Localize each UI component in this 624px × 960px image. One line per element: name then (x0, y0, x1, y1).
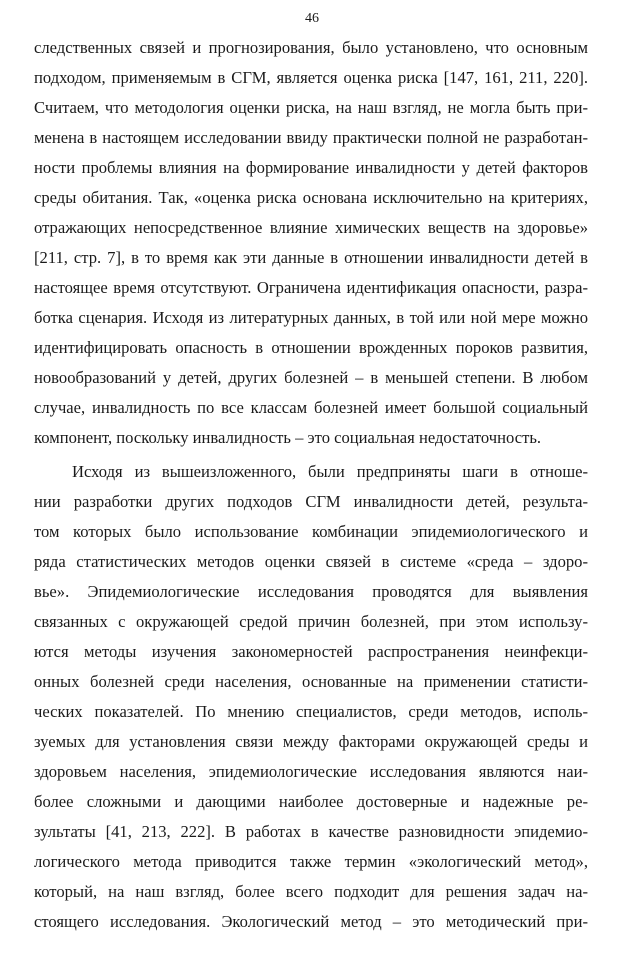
text-line: логического метода приводится также термин «экологический метод», (34, 852, 588, 871)
text-line: который, на наш взгляд, более всего подходит для решения задач на- (34, 882, 588, 901)
text-line: среды обитания. Так, «оценка риска основана исключительно на критериях, (34, 188, 588, 207)
text-line: онных болезней среди населения, основанные на применении статисти- (34, 672, 588, 691)
text-line: идентифицировать опасность в отношении врожденных пороков развития, (34, 338, 588, 357)
text-line: ности проблемы влияния на формирование инвалидности у детей факторов (34, 158, 588, 177)
text-line: зультаты [41, 213, 222]. В работах в качестве разновидности эпидемио- (34, 822, 588, 841)
text-line: стоящего исследования. Экологический метод – это методический при- (34, 912, 588, 931)
text-line: вье». Эпидемиологические исследования проводятся для выявления (34, 582, 588, 601)
text-line: ряда статистических методов оценки связей в системе «среда – здоро- (34, 552, 588, 571)
text-line: новообразований у детей, других болезней – в меньшей степени. В любом (34, 368, 588, 387)
text-line: том которых было использование комбинации эпидемиологического и (34, 522, 588, 541)
text-line: здоровьем населения, эпидемиологические исследования являются наи- (34, 762, 588, 781)
text-line: отражающих непосредственное влияние химических веществ на здоровье» (34, 218, 588, 237)
text-line: нии разработки других подходов СГМ инвалидности детей, результа- (34, 492, 588, 511)
text-line: более сложными и дающими наиболее достоверные и надежные ре- (34, 792, 588, 811)
text-line: подходом, применяемым в СГМ, является оценка риска [147, 161, 211, 220]. (34, 68, 588, 87)
text-line: настоящее время отсутствуют. Ограничена идентификация опасности, разра- (34, 278, 588, 297)
page-number: 46 (305, 11, 319, 26)
text-line: ются методы изучения закономерностей распространения неинфекци- (34, 642, 588, 661)
text-line: связанных с окружающей средой причин болезней, при этом использу- (34, 612, 588, 631)
text-line: следственных связей и прогнозирования, было установлено, что основным (34, 38, 588, 57)
text-line: случае, инвалидность по все классам болезней имеет большой социальный (34, 398, 588, 417)
text-line: ботка сценария. Исходя из литературных данных, в той или ной мере можно (34, 308, 588, 327)
text-line: Исходя из вышеизложенного, были предприняты шаги в отноше- (72, 462, 588, 481)
text-line: [211, стр. 7], в то время как эти данные в отношении инвалидности детей в (34, 248, 588, 267)
text-line: менена в настоящем исследовании ввиду практически полной не разработан- (34, 128, 588, 147)
text-line: Считаем, что методология оценки риска, на наш взгляд, не могла быть при- (34, 98, 588, 117)
text-line: ческих показателей. По мнению специалистов, среди методов, исполь- (34, 702, 588, 721)
text-line: компонент, поскольку инвалидность – это социальная недостаточность. (34, 428, 542, 447)
text-line: зуемых для установления связи между факторами окружающей среды и (34, 732, 588, 751)
